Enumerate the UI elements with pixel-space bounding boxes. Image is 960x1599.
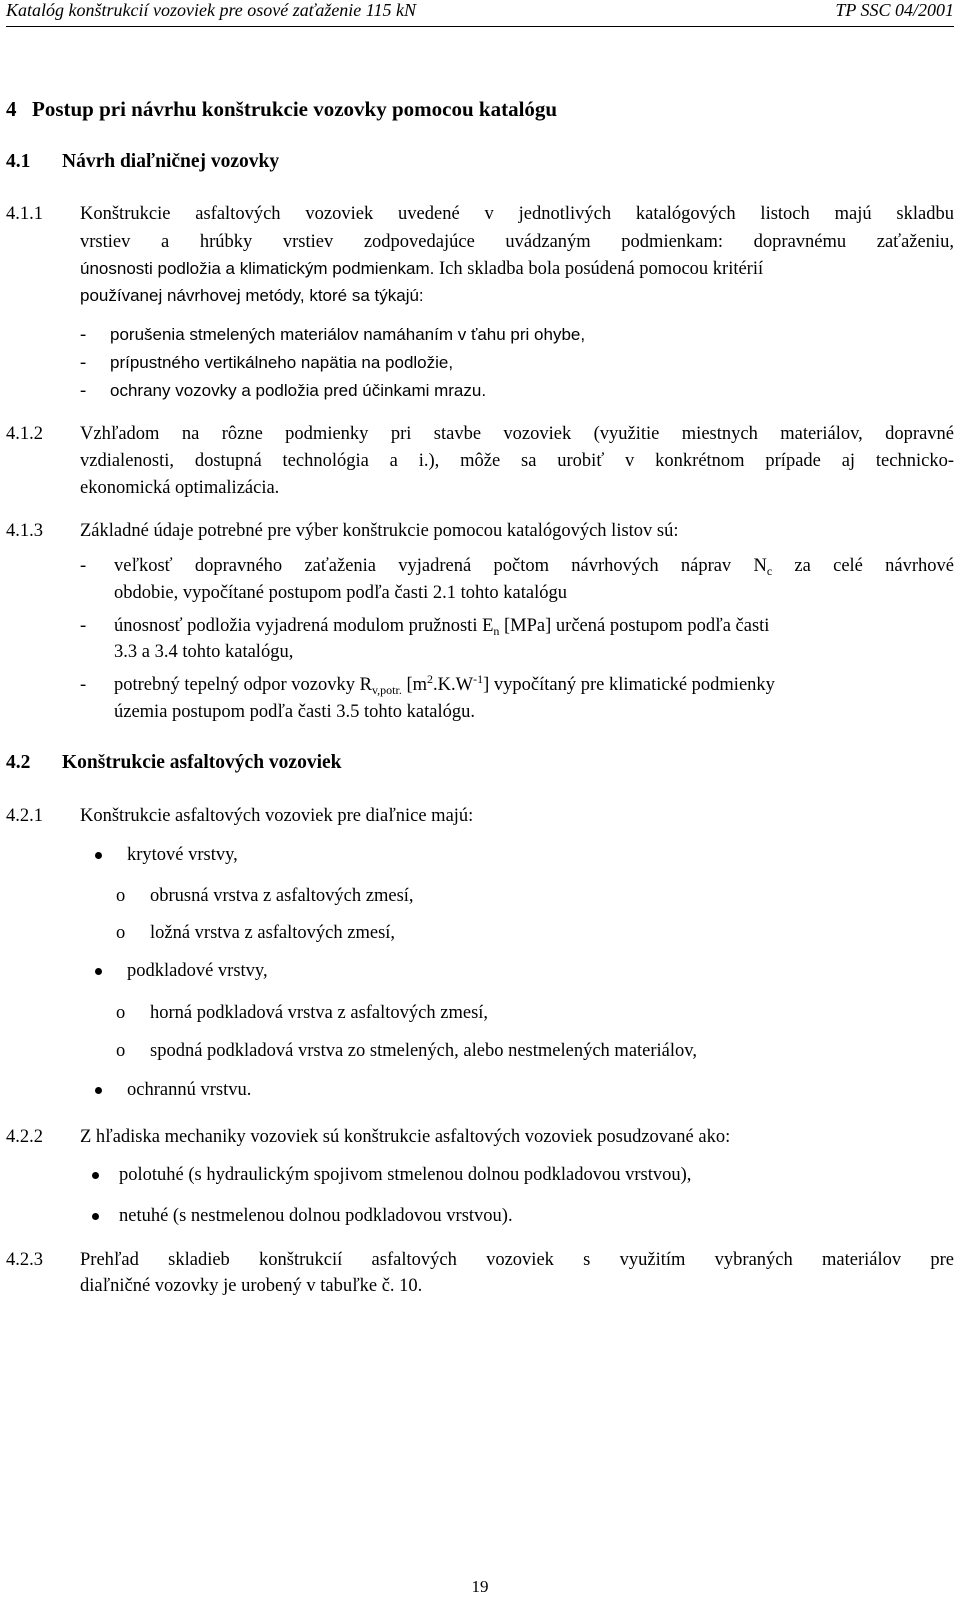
header-title: Katalóg konštrukcií vozoviek pre osové zaťaženie 115 kN bbox=[6, 0, 416, 20]
para-4-1-3-number: 4.1.3 bbox=[6, 521, 43, 541]
dash-marker: - bbox=[80, 381, 87, 401]
para-4-1-2-line1: Vzhľadom na rôzne podmienky pri stavbe vozoviek (využitie miestnych materiálov, dopravné bbox=[80, 424, 954, 444]
layer-wearing-course: obrusná vrstva z asfaltových zmesí, bbox=[150, 886, 414, 906]
para-4-1-2-line3: ekonomická optimalizácia. bbox=[80, 478, 280, 498]
criteria-item-text: ochrany vozovky a podložia pred účinkami mrazu. bbox=[110, 381, 487, 400]
dash-marker: - bbox=[80, 325, 87, 345]
para-4-1-1-line3 bbox=[80, 256, 763, 282]
basic-data-item-2 bbox=[80, 613, 954, 665]
para-4-1-1-line3a: únosnosti podložia a klimatickým podmienkam. bbox=[80, 259, 435, 278]
layer-group-base: podkladové vrstvy, bbox=[127, 961, 268, 981]
dash-marker: - bbox=[80, 556, 87, 576]
criteria-item-text: prípustného vertikálneho napätia na podložie, bbox=[110, 353, 454, 372]
section-4-2-title: Konštrukcie asfaltových vozoviek bbox=[62, 752, 342, 773]
para-4-1-2-number: 4.1.2 bbox=[6, 424, 43, 444]
circle-bullet-icon: o bbox=[116, 886, 126, 906]
layer-lower-base: spodná podkladová vrstva zo stmelených, alebo nestmelených materiálov, bbox=[150, 1041, 697, 1061]
item-text: ] vypočítaný pre klimatické podmienky bbox=[483, 675, 775, 695]
item-text: potrebný tepelný odpor vozovky R bbox=[114, 675, 372, 695]
section-4-title: Postup pri návrhu konštrukcie vozovky pomocou katalógu bbox=[32, 97, 558, 121]
para-4-1-1-line3b: Ich skladba bola posúdená pomocou kritérií bbox=[434, 259, 764, 279]
bullet-icon bbox=[92, 1213, 99, 1220]
para-4-1-1-line4: používanej návrhovej metódy, ktoré sa týkajú: bbox=[80, 286, 424, 305]
section-4-2-number: 4.2 bbox=[6, 752, 31, 773]
item-text: [MPa] určená postupom podľa časti bbox=[499, 616, 770, 636]
layer-binder-course: ložná vrstva z asfaltových zmesí, bbox=[150, 923, 396, 943]
page-number: 19 bbox=[471, 1577, 489, 1596]
basic-data-item-3 bbox=[80, 672, 954, 724]
section-4-number: 4 bbox=[6, 97, 17, 121]
bullet-icon bbox=[92, 1172, 99, 1179]
bullet-icon bbox=[95, 968, 102, 975]
para-4-1-3-intro: Základné údaje potrebné pre výber konštrukcie pomocou katalógových listov sú: bbox=[80, 521, 679, 541]
layer-group-surface: krytové vrstvy, bbox=[127, 845, 238, 865]
running-header bbox=[6, 0, 954, 27]
circle-bullet-icon: o bbox=[116, 923, 126, 943]
para-4-1-1-number: 4.1.1 bbox=[6, 204, 43, 224]
para-4-2-3-number: 4.2.3 bbox=[6, 1250, 43, 1270]
basic-data-item-1 bbox=[80, 553, 954, 605]
bullet-icon bbox=[95, 1087, 102, 1094]
section-4-1-number: 4.1 bbox=[6, 151, 31, 172]
pavement-type-semirigid: polotuhé (s hydraulickým spojivom stmelenou dolnou podkladovou vrstvou), bbox=[119, 1165, 692, 1185]
para-4-2-1-intro: Konštrukcie asfaltových vozoviek pre diaľnice majú: bbox=[80, 806, 474, 826]
para-4-2-3-line2: diaľničné vozovky je urobený v tabuľke č. 10. bbox=[80, 1276, 423, 1296]
item-text: .K.W bbox=[433, 675, 474, 695]
superscript: -1 bbox=[473, 672, 484, 686]
dash-marker: - bbox=[80, 616, 87, 636]
pavement-type-flexible: netuhé (s nestmelenou dolnou podkladovou vrstvou). bbox=[119, 1206, 513, 1226]
circle-bullet-icon: o bbox=[116, 1041, 126, 1061]
para-4-1-1-line1: Konštrukcie asfaltových vozoviek uvedené v jednotlivých katalógových listoch majú skladbu bbox=[80, 204, 954, 224]
criteria-item-text: porušenia stmelených materiálov namáhaním v ťahu pri ohybe, bbox=[110, 325, 586, 344]
layer-group-protective: ochrannú vrstvu. bbox=[127, 1080, 252, 1100]
item-text: 3.3 a 3.4 tohto katalógu, bbox=[114, 642, 294, 662]
para-4-2-1-number: 4.2.1 bbox=[6, 806, 43, 826]
item-text: územia postupom podľa časti 3.5 tohto katalógu. bbox=[114, 702, 476, 722]
subscript: v,potr. bbox=[371, 683, 402, 697]
header-doc-code: TP SSC 04/2001 bbox=[835, 0, 954, 20]
para-4-1-1-line2: vrstiev a hrúbky vrstiev zodpovedajúce uvádzaným podmienkam: dopravnému zaťaženiu, bbox=[80, 232, 954, 252]
layer-upper-base: horná podkladová vrstva z asfaltových zmesí, bbox=[150, 1003, 489, 1023]
item-text: za celé návrhové bbox=[772, 556, 954, 576]
item-text: únosnosť podložia vyjadrená modulom pružnosti E bbox=[114, 616, 494, 636]
item-text: veľkosť dopravného zaťaženia vyjadrená počtom návrhových náprav N bbox=[114, 556, 767, 576]
para-4-2-3-line1: Prehľad skladieb konštrukcií asfaltových vozoviek s využitím vybraných materiálov pre bbox=[80, 1250, 954, 1270]
circle-bullet-icon: o bbox=[116, 1003, 126, 1023]
subscript: n bbox=[493, 624, 500, 638]
dash-marker: - bbox=[80, 675, 87, 695]
bullet-icon bbox=[95, 852, 102, 859]
superscript: 2 bbox=[427, 672, 434, 686]
item-text: obdobie, vypočítané postupom podľa časti 2.1 tohto katalógu bbox=[114, 583, 567, 603]
para-4-2-2-number: 4.2.2 bbox=[6, 1127, 43, 1147]
section-4-1-title: Návrh diaľničnej vozovky bbox=[62, 151, 280, 172]
dash-marker: - bbox=[80, 353, 87, 373]
item-text: [m bbox=[401, 675, 428, 695]
para-4-2-2-intro: Z hľadiska mechaniky vozoviek sú konštrukcie asfaltových vozoviek posudzované ako: bbox=[80, 1127, 731, 1147]
para-4-1-2-line2: vzdialenosti, dostupná technológia a i.), môže sa urobiť v konkrétnom prípade aj technicko- bbox=[80, 451, 954, 471]
subscript: c bbox=[766, 564, 773, 578]
